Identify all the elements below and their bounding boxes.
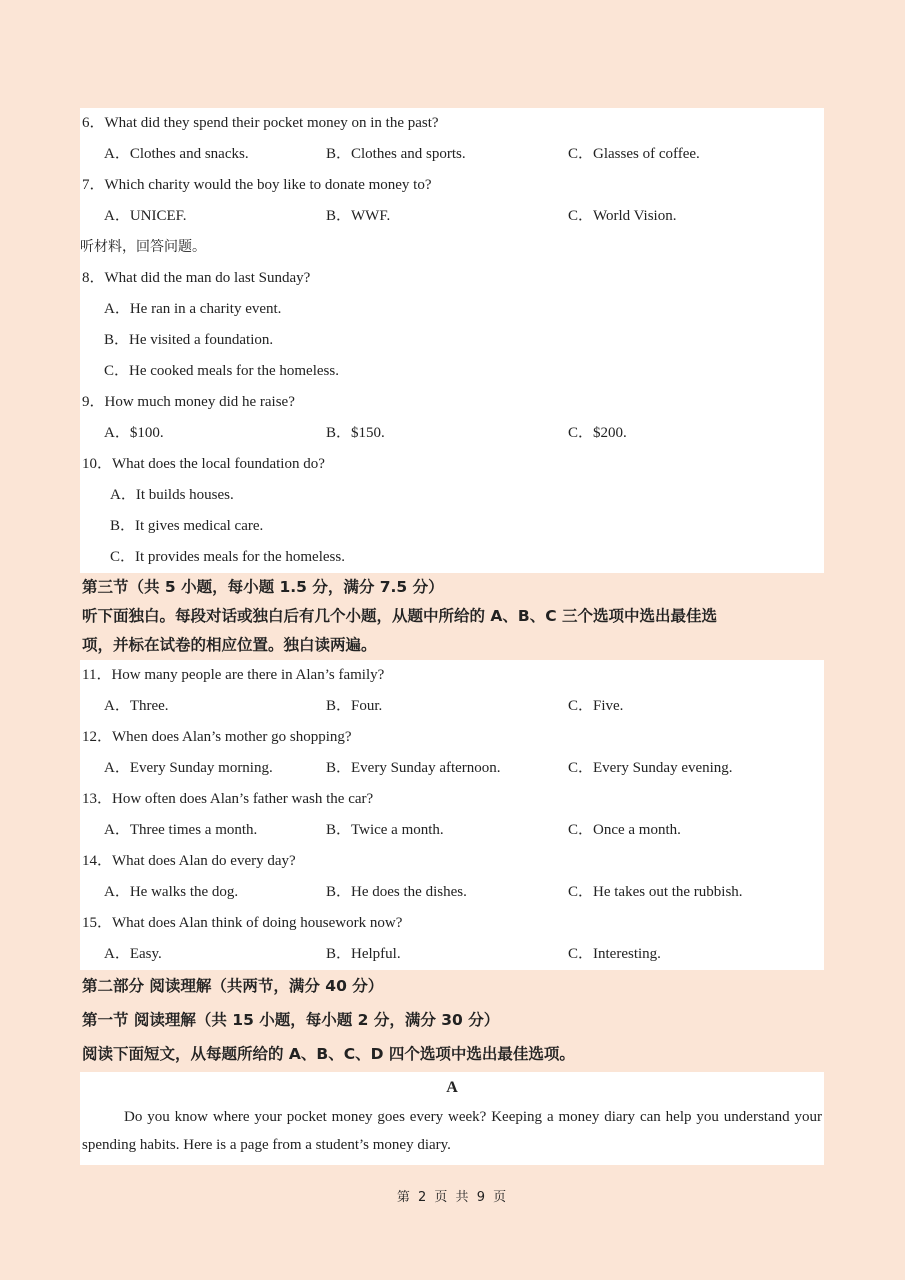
- section3-instruction-line1: 听下面独白。每段对话或独白后有几个小题，从题中所给的 A、B、C 三个选项中选出最佳选: [82, 607, 717, 625]
- question-text: 15．What does Alan think of doing housework now?: [82, 915, 403, 931]
- answer-option-a: A．He walks the dog.: [104, 884, 239, 900]
- question-text: 14．What does Alan do every day?: [82, 853, 296, 869]
- question-text: 13．How often does Alan’s father wash the car?: [82, 791, 374, 807]
- answer-option-c: C．World Vision.: [568, 208, 677, 224]
- answer-option-b: B．WWF.: [326, 208, 391, 224]
- answer-option-a: A．UNICEF.: [104, 208, 187, 224]
- option-row: [80, 691, 824, 722]
- option-row: [80, 815, 824, 846]
- question-text: 6．What did they spend their pocket money on in the past?: [82, 115, 439, 131]
- listening-questions-11-15: [80, 660, 824, 970]
- answer-option-c: C．Five.: [568, 698, 624, 714]
- answer-option-c: C．Glasses of coffee.: [568, 146, 700, 162]
- answer-option-c: C．Once a month.: [568, 822, 681, 838]
- part2-section1-title: 第一节 阅读理解（共 15 小题，每小题 2 分，满分 30 分）: [82, 1011, 500, 1029]
- reading-passage: [80, 1072, 824, 1165]
- answer-option: C．It provides meals for the homeless.: [110, 549, 345, 565]
- answer-option-b: B．Clothes and sports.: [326, 146, 466, 162]
- answer-option-a: A．Three times a month.: [104, 822, 258, 838]
- option-row: [80, 201, 824, 232]
- answer-option-b: B．Twice a month.: [326, 822, 444, 838]
- answer-option-c: C．He takes out the rubbish.: [568, 884, 743, 900]
- passage-paragraph: Do you know where your pocket money goes every week? Keeping a money diary can help you understand your spending habits. Here is a page from a student’s money diary.: [82, 1109, 822, 1153]
- answer-option-b: B．Every Sunday afternoon.: [326, 760, 501, 776]
- answer-option-c: C．$200.: [568, 425, 627, 441]
- section3-instruction-line2: 项，并标在试卷的相应位置。独白读两遍。: [82, 636, 377, 654]
- question-text: 8．What did the man do last Sunday?: [82, 270, 311, 286]
- option-row: [80, 939, 824, 970]
- option-row: [80, 139, 824, 170]
- question-text: 11．How many people are there in Alan’s family?: [82, 667, 385, 683]
- part2-instruction: 阅读下面短文，从每题所给的 A、B、C、D 四个选项中选出最佳选项。: [82, 1045, 575, 1063]
- section3-title: 第三节（共 5 小题，每小题 1.5 分，满分 7.5 分）: [82, 578, 444, 596]
- answer-option-a: A．Every Sunday morning.: [104, 760, 273, 776]
- option-row: [80, 418, 824, 449]
- answer-option-a: A．Clothes and snacks.: [104, 146, 249, 162]
- question-text: 12．When does Alan’s mother go shopping?: [82, 729, 352, 745]
- answer-option-c: C．Interesting.: [568, 946, 661, 962]
- answer-option: A．He ran in a charity event.: [104, 301, 282, 317]
- answer-option-a: A．$100.: [104, 425, 164, 441]
- question-text: 7．Which charity would the boy like to donate money to?: [82, 177, 432, 193]
- answer-option-b: B．$150.: [326, 425, 385, 441]
- answer-option-a: A．Three.: [104, 698, 169, 714]
- option-row: [80, 877, 824, 908]
- answer-option-b: B．Helpful.: [326, 946, 401, 962]
- answer-option-c: C．Every Sunday evening.: [568, 760, 733, 776]
- answer-option-a: A．Easy.: [104, 946, 162, 962]
- question-text: 9．How much money did he raise?: [82, 394, 295, 410]
- page-footer: 第 2 页 共 9 页: [396, 1190, 509, 1205]
- answer-option-b: B．He does the dishes.: [326, 884, 467, 900]
- answer-option: C．He cooked meals for the homeless.: [104, 363, 339, 379]
- exam-page: [80, 108, 824, 1165]
- option-row: [80, 753, 824, 784]
- answer-option: B．It gives medical care.: [110, 518, 264, 534]
- part2-title: 第二部分 阅读理解（共两节，满分 40 分）: [82, 977, 384, 995]
- question-text: 10．What does the local foundation do?: [82, 456, 325, 472]
- instruction-text: 听材料，回答问题。: [80, 239, 206, 255]
- answer-option-b: B．Four.: [326, 698, 383, 714]
- listening-questions-6-10: [80, 108, 824, 573]
- answer-option: B．He visited a foundation.: [104, 332, 274, 348]
- answer-option: A．It builds houses.: [110, 487, 234, 503]
- passage-label: A: [446, 1079, 458, 1096]
